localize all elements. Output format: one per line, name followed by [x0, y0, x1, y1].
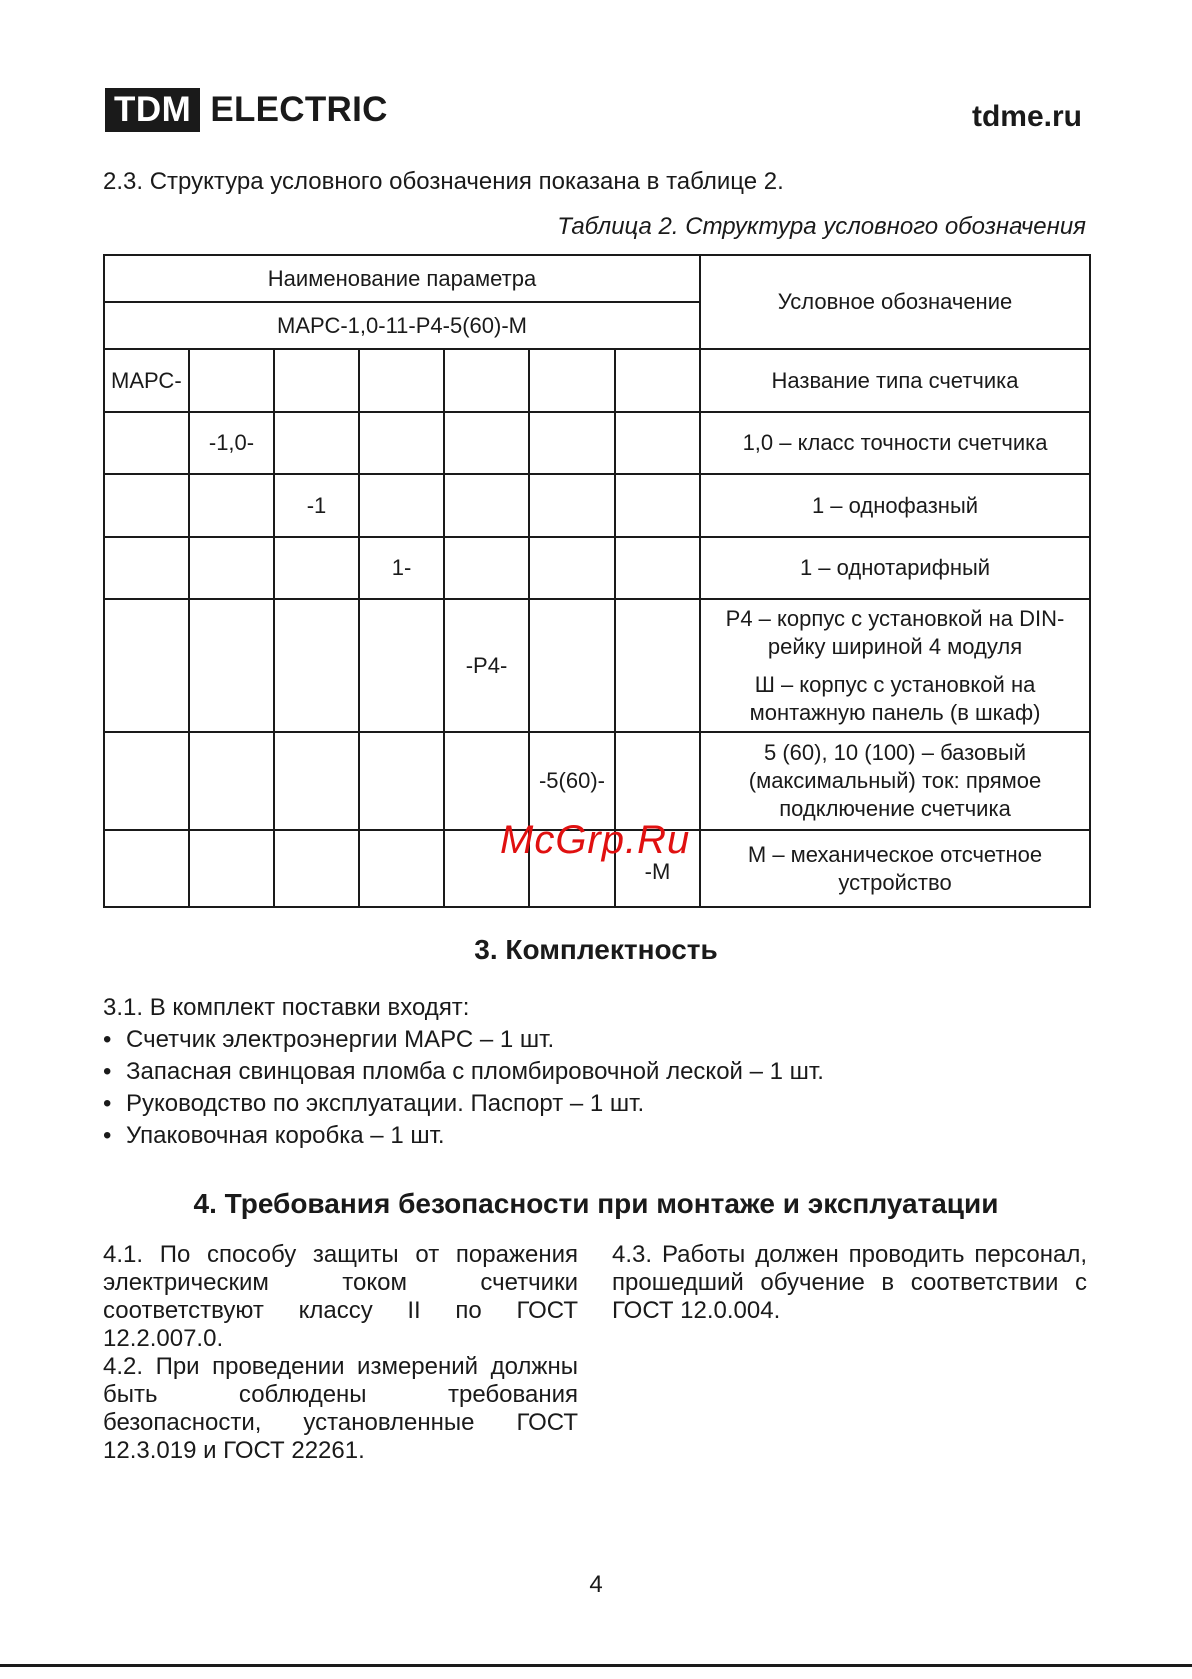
meaning-cell: 1,0 – класс точности счетчика — [700, 412, 1090, 474]
bullet-icon: • — [103, 1058, 112, 1085]
segment-cell: -Р4- — [444, 599, 529, 732]
list-item-text: Руководство по эксплуатации. Паспорт – 1 шт. — [126, 1090, 645, 1117]
segment-cell: -5(60)- — [529, 732, 615, 830]
meaning-cell: Название типа счетчика — [700, 349, 1090, 412]
segment-cell: МАРС- — [104, 349, 189, 412]
para-4-1: 4.1. По способу защиты от поражения электрическим током счетчики соответствуют классу II по ГОСТ 12.2.007.0. — [103, 1241, 578, 1352]
segment-cell: -М — [615, 830, 700, 907]
bottom-divider — [0, 1664, 1192, 1667]
segment-cell: -1 — [274, 474, 359, 537]
list-item — [103, 1120, 824, 1152]
header-designation: Условное обозначение — [700, 255, 1090, 349]
section4-title: 4. Требования безопасности при монтаже и эксплуатации — [193, 1188, 999, 1219]
table-row — [104, 537, 1090, 599]
para-4-2: 4.2. При проведении измерений должны быть соблюдены требования безопасности, установленные ГОСТ 12.3.019 и ГОСТ 22261. — [103, 1353, 578, 1464]
list-item — [103, 1056, 824, 1088]
brand-logo — [105, 88, 388, 132]
meaning-cell: 1 – однофазный — [700, 474, 1090, 537]
bullet-icon: • — [103, 1026, 112, 1053]
list-item-text: Счетчик электроэнергии МАРС – 1 шт. — [126, 1026, 555, 1053]
logo-word: ELECTRIC — [210, 90, 388, 129]
designation-table — [103, 254, 1091, 908]
right-column — [612, 1241, 1087, 1325]
table-caption: Таблица 2. Структура условного обозначения — [557, 213, 1086, 240]
meaning-din: Р4 – корпус с установкой на DIN-рейку шириной 4 модуля — [725, 605, 1065, 659]
list-item-text: Упаковочная коробка – 1 шт. — [126, 1122, 445, 1149]
logo-box: TDM — [105, 88, 200, 132]
meaning-cell: 5 (60), 10 (100) – базовый (максимальный) ток: прямое подключение счетчика — [700, 732, 1090, 830]
bullet-icon: • — [103, 1122, 112, 1149]
table-row — [104, 412, 1090, 474]
intro-text: 2.3. Структура условного обозначения показана в таблице 2. — [103, 168, 784, 195]
bullet-icon: • — [103, 1090, 112, 1117]
site-url[interactable]: tdme.ru — [971, 100, 1082, 133]
list-item — [103, 1024, 824, 1056]
meaning-cell: М – механическое отсчетное устройство — [700, 830, 1090, 907]
list-item-text: Запасная свинцовая пломба с пломбировочной леской – 1 шт. — [126, 1058, 824, 1085]
table-row — [104, 349, 1090, 412]
header-code: МАРС-1,0-11-Р4-5(60)-М — [104, 302, 700, 349]
table-row — [104, 732, 1090, 830]
kit-list — [103, 992, 824, 1152]
meaning-panel: Ш – корпус с установкой на монтажную панель (в шкаф) — [749, 671, 1041, 725]
section3-title: 3. Комплектность — [474, 934, 718, 965]
meaning-cell: 1 – однотарифный — [700, 537, 1090, 599]
page-number: 4 — [589, 1571, 603, 1598]
table-row — [104, 474, 1090, 537]
segment-cell: 1- — [359, 537, 444, 599]
watermark: McGrp.Ru — [500, 818, 691, 862]
list-lead: 3.1. В комплект поставки входят: — [103, 994, 470, 1021]
header-param: Наименование параметра — [104, 255, 700, 302]
list-item — [103, 1088, 824, 1120]
table-row — [104, 599, 1090, 732]
left-column — [103, 1241, 578, 1465]
meaning-cell — [700, 599, 1090, 732]
para-4-3: 4.3. Работы должен проводить персонал, прошедший обучение в соответствии с ГОСТ 12.0.004. — [612, 1241, 1087, 1324]
segment-cell: -1,0- — [189, 412, 274, 474]
